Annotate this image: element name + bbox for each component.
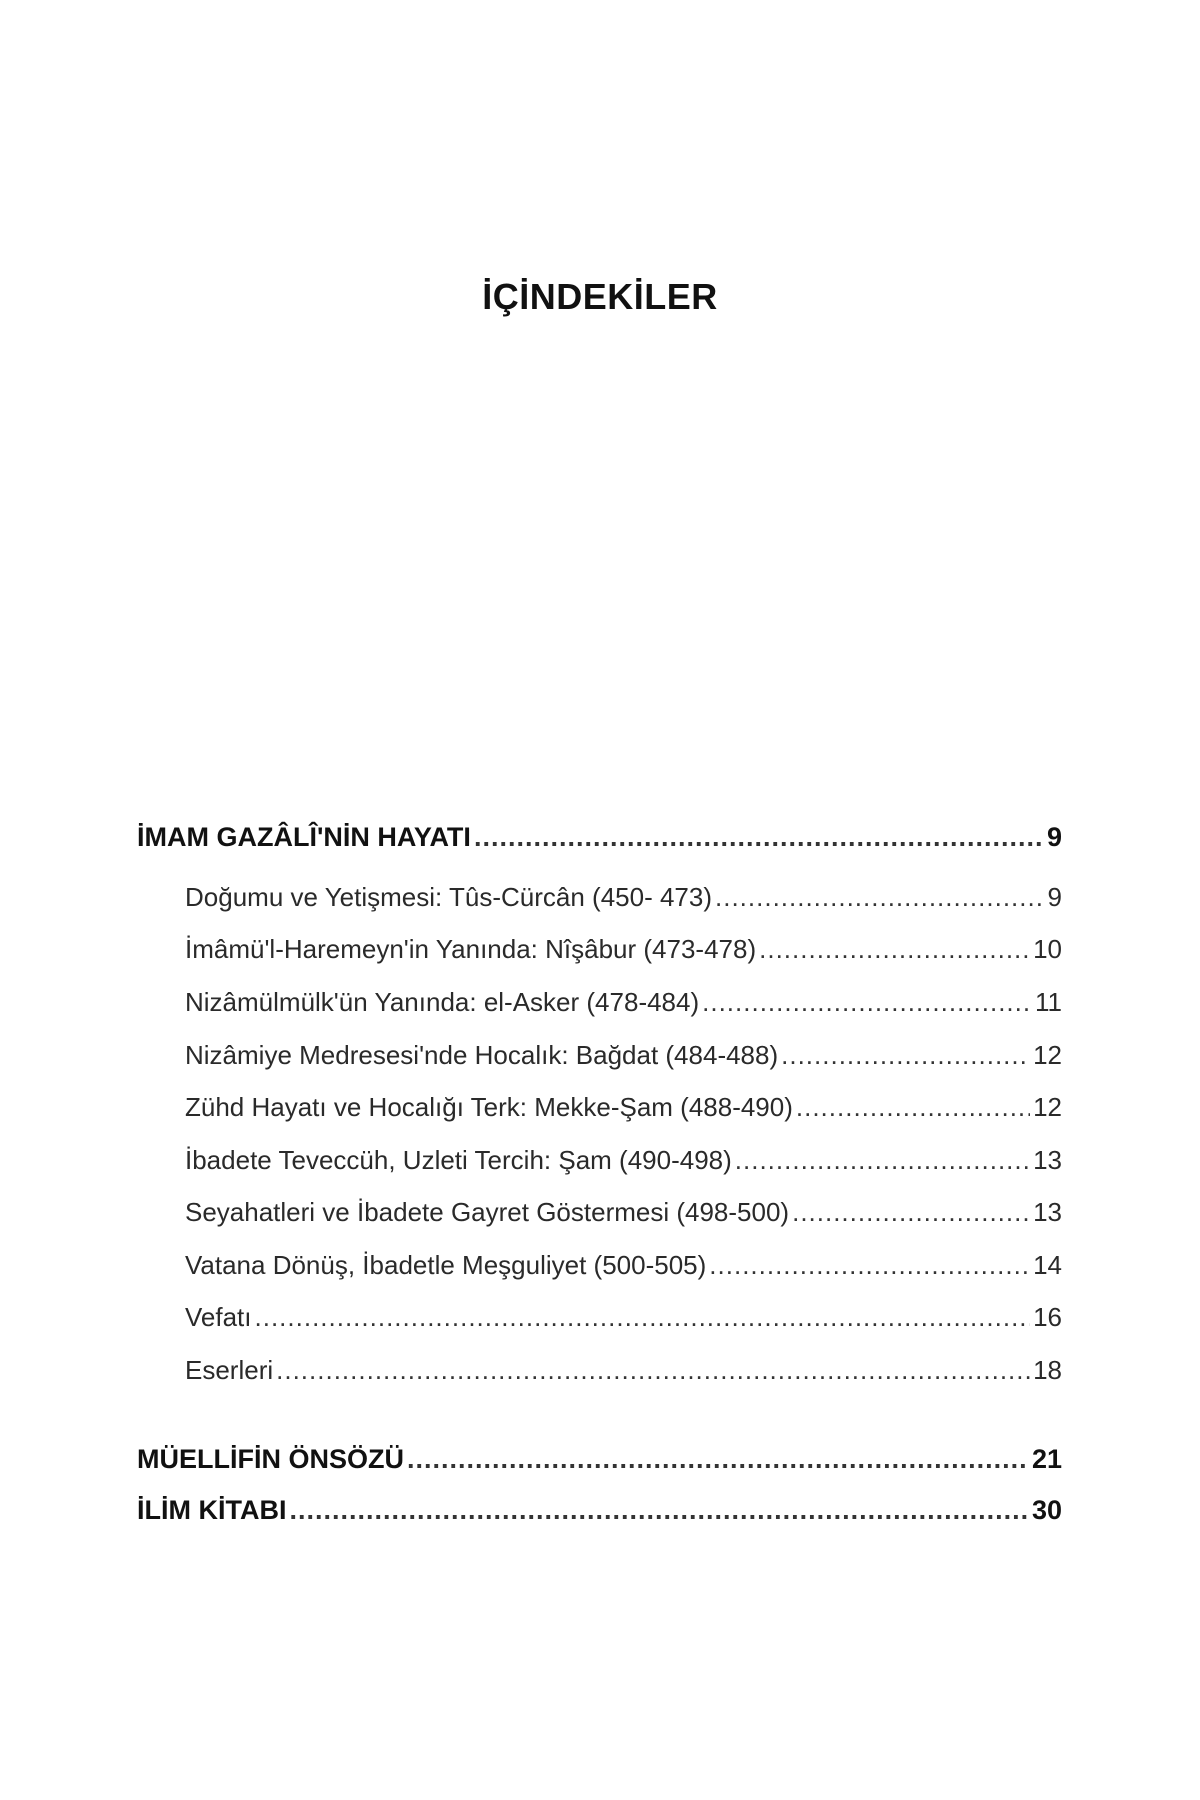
toc-entry-label: İMAM GAZÂLÎ'NİN HAYATI: [137, 822, 471, 852]
toc-page-number: 16: [1033, 1302, 1062, 1332]
toc-entry[interactable]: [185, 987, 1062, 1018]
dot-leader: [759, 934, 1030, 965]
dot-leader: [276, 1355, 1030, 1386]
toc-page-number: 9: [1047, 882, 1062, 912]
toc-entry[interactable]: [185, 882, 1062, 913]
toc-entry[interactable]: [185, 1145, 1062, 1176]
toc-entry[interactable]: [185, 1092, 1062, 1123]
toc-entry-label: Doğumu ve Yetişmesi: Tûs-Cürcân (450- 473): [185, 882, 712, 912]
toc-page-number: 12: [1033, 1092, 1062, 1122]
toc-entry[interactable]: [185, 1355, 1062, 1386]
toc-entry-label: Nizâmiye Medresesi'nde Hocalık: Bağdat (484-488): [185, 1040, 779, 1070]
dot-leader: [709, 1250, 1030, 1281]
toc-entry-label: İbadete Teveccüh, Uzleti Tercih: Şam (490-498): [185, 1145, 732, 1175]
toc-entry[interactable]: [185, 1197, 1062, 1228]
dot-leader: [289, 1495, 1028, 1526]
toc-section-onsoz[interactable]: [137, 1444, 1062, 1475]
toc-page-number: 12: [1033, 1040, 1062, 1070]
toc-entry[interactable]: [185, 1040, 1062, 1071]
toc-page-number: 13: [1033, 1145, 1062, 1175]
toc-entry-label: Vefatı: [185, 1302, 252, 1332]
dot-leader: [735, 1145, 1030, 1176]
toc-entry-label: İmâmü'l-Haremeyn'in Yanında: Nîşâbur (473-478): [185, 934, 757, 964]
dot-leader: [407, 1444, 1029, 1475]
toc-page-number: 13: [1033, 1197, 1062, 1227]
toc-entry-label: Eserleri: [185, 1355, 274, 1385]
toc-entry[interactable]: [185, 1302, 1062, 1333]
toc-entry-label: Zühd Hayatı ve Hocalığı Terk: Mekke-Şam (488-490): [185, 1092, 793, 1122]
toc-section-ilim-kitabi[interactable]: [137, 1495, 1062, 1526]
toc-page-number: 14: [1033, 1250, 1062, 1280]
toc-entry[interactable]: [185, 934, 1062, 965]
page-title: İÇİNDEKİLER: [482, 276, 718, 317]
dot-leader: [715, 882, 1045, 913]
toc-page-number: 21: [1031, 1444, 1062, 1474]
dot-leader: [792, 1197, 1030, 1228]
toc-entry-label: Seyahatleri ve İbadete Gayret Göstermesi (498-500): [185, 1197, 790, 1227]
dot-leader: [702, 987, 1032, 1018]
dot-leader: [474, 822, 1044, 853]
toc-section-hayati[interactable]: [137, 822, 1062, 853]
toc-page-number: 30: [1031, 1495, 1062, 1525]
dot-leader: [781, 1040, 1030, 1071]
toc-entry-label: Vatana Dönüş, İbadetle Meşguliyet (500-505): [185, 1250, 707, 1280]
toc-page-number: 10: [1033, 934, 1062, 964]
toc-entry-label: Nizâmülmülk'ün Yanında: el-Asker (478-484): [185, 987, 700, 1017]
toc-entry-label: İLİM KİTABI: [137, 1495, 287, 1525]
toc-entry[interactable]: [185, 1250, 1062, 1281]
toc-page-number: 9: [1046, 822, 1062, 852]
toc-entry-label: MÜELLİFİN ÖNSÖZÜ: [137, 1444, 404, 1474]
dot-leader: [255, 1302, 1031, 1333]
toc-page-number: 18: [1033, 1355, 1062, 1385]
dot-leader: [796, 1092, 1030, 1123]
toc-page-number: 11: [1035, 987, 1062, 1017]
